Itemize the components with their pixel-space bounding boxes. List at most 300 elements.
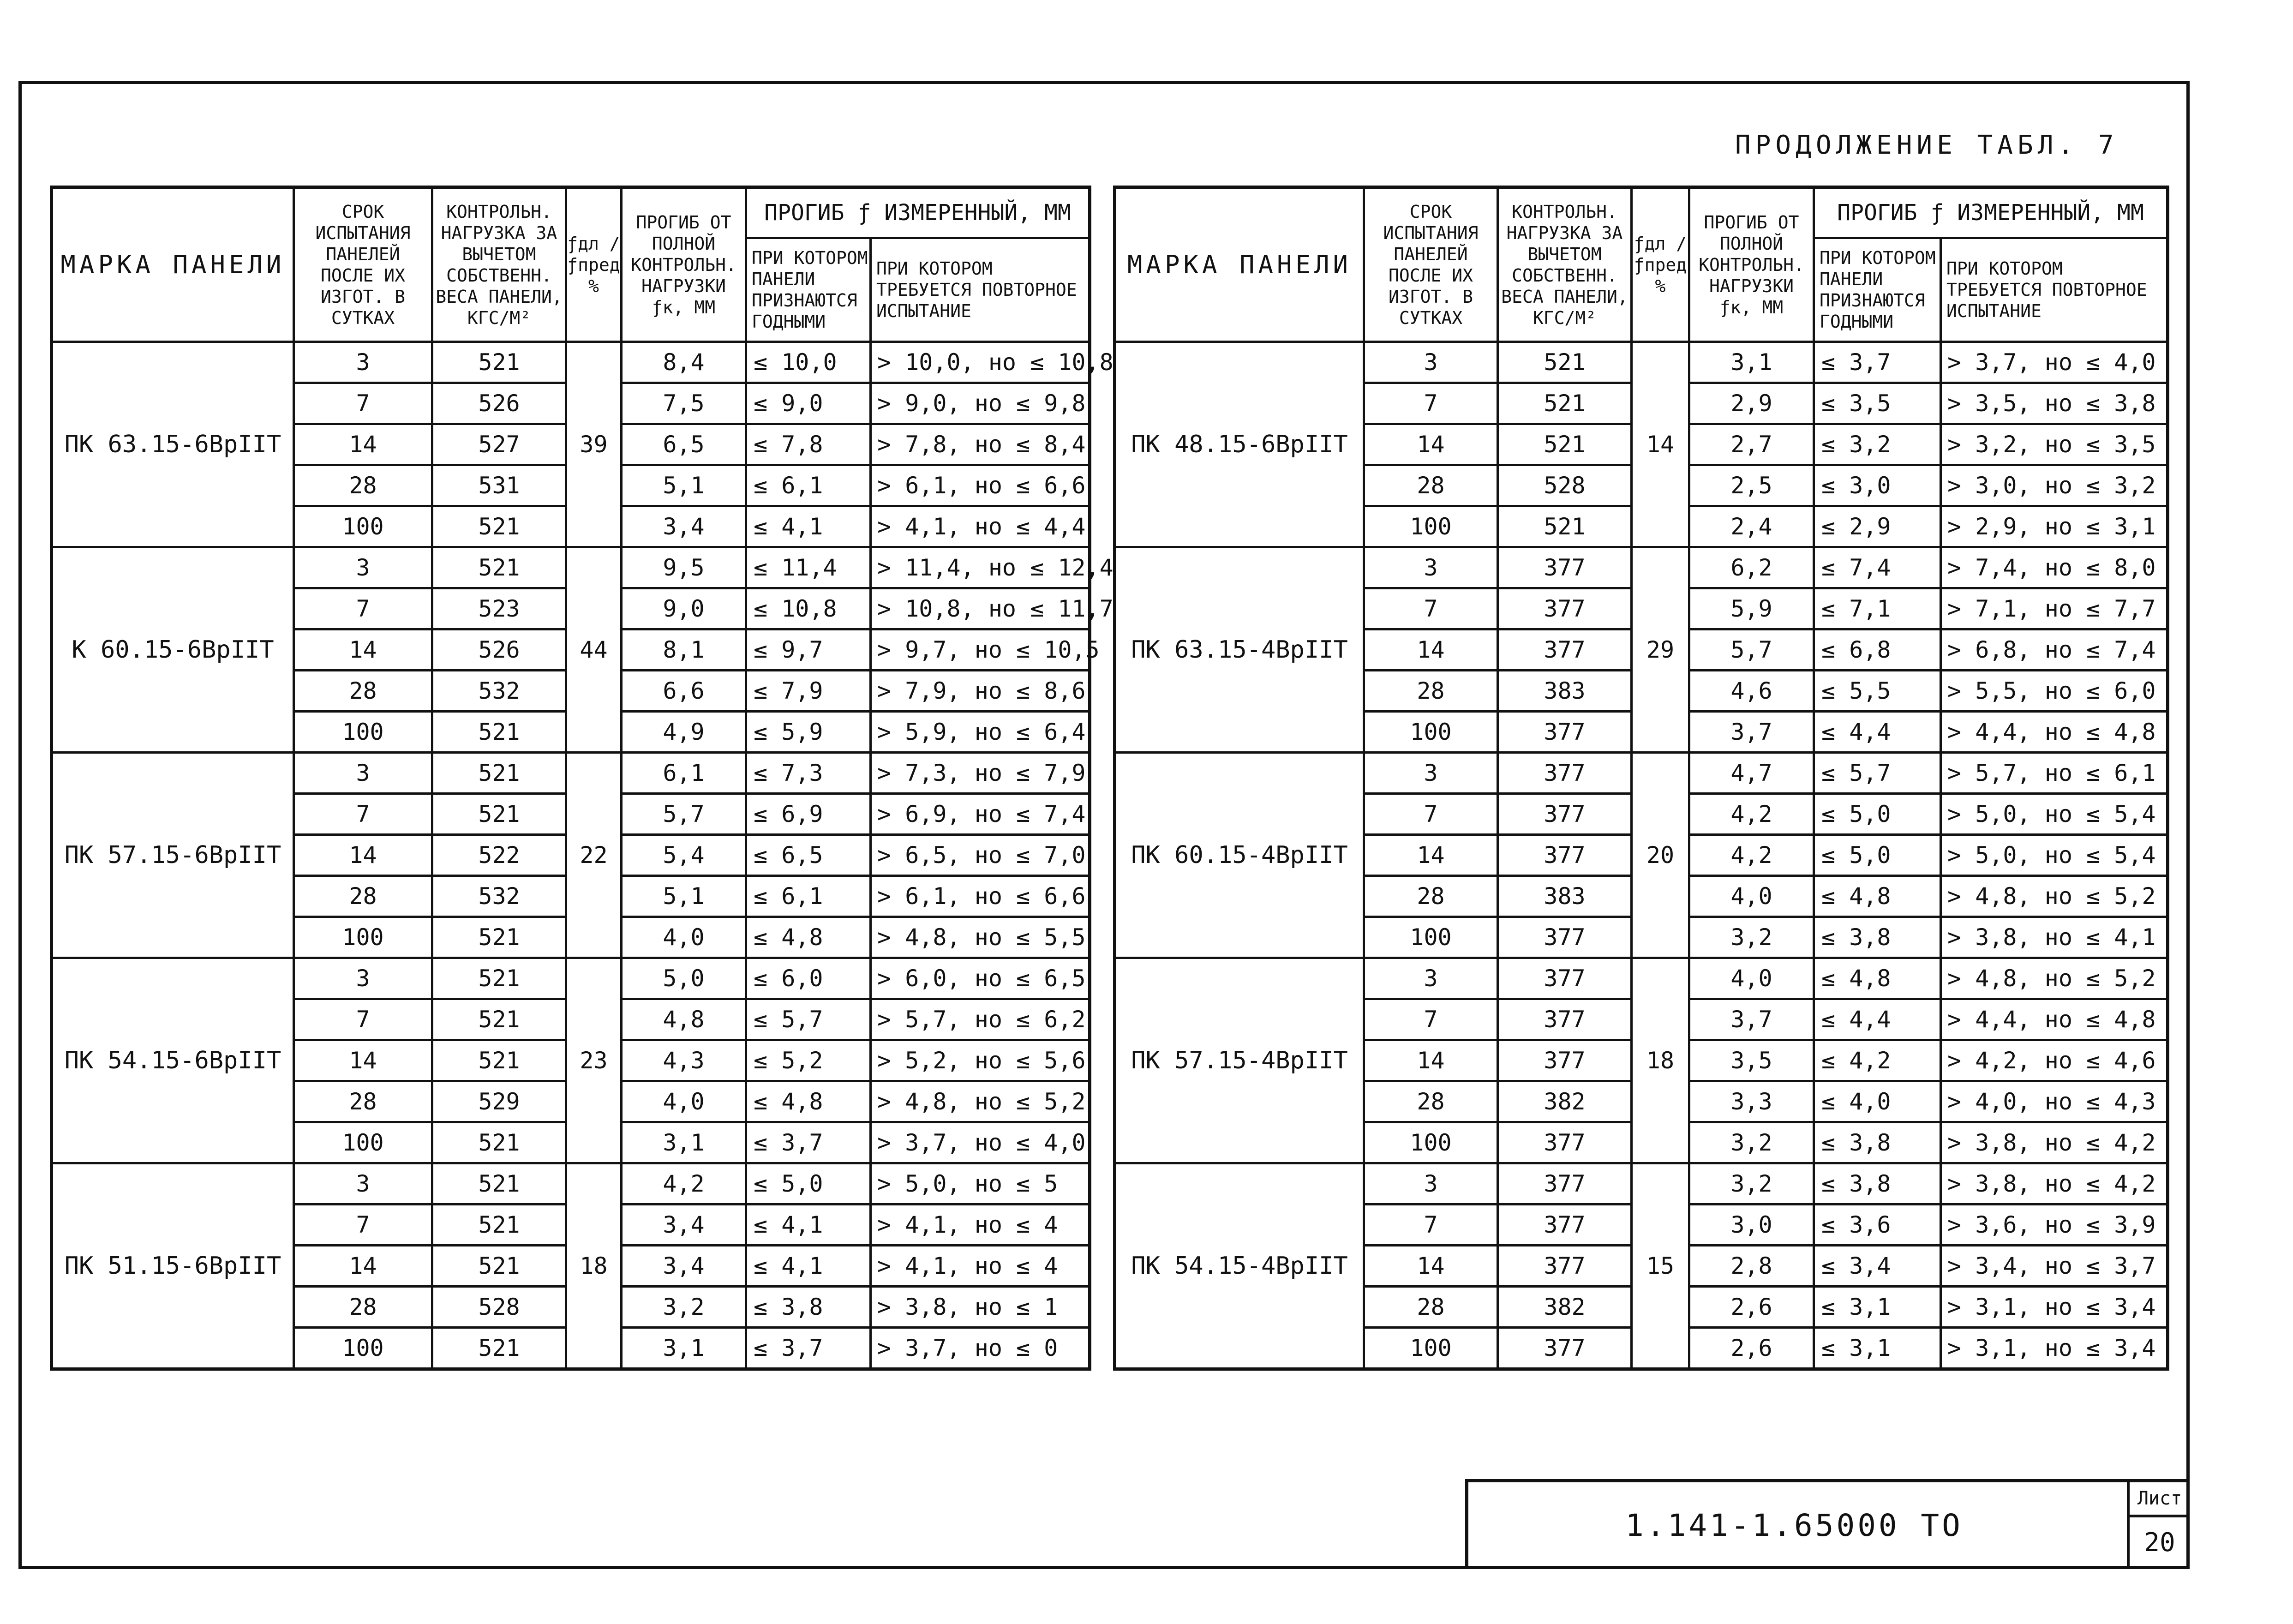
retest-range-cell: > 3,0, но ≤ 3,2 (1941, 465, 2168, 506)
deflection-cell: 6,1 (622, 753, 746, 794)
deflection-cell: 2,6 (1689, 1287, 1814, 1328)
retest-range-cell: > 7,3, но ≤ 7,9 (871, 753, 1090, 794)
retest-range-cell: > 7,1, но ≤ 7,7 (1941, 588, 2168, 629)
control-load-cell: 521 (1498, 342, 1632, 383)
deflection-cell: 9,5 (622, 547, 746, 588)
retest-range-cell: > 3,1, но ≤ 3,4 (1941, 1328, 2168, 1369)
control-load-cell: 377 (1498, 794, 1632, 835)
table-row (52, 547, 1090, 588)
control-load-cell: 528 (432, 1287, 566, 1328)
control-load-cell: 377 (1498, 1163, 1632, 1205)
deflection-cell: 3,2 (622, 1287, 746, 1328)
deflection-cell: 4,0 (1689, 958, 1814, 999)
test-term-cell: 100 (294, 1328, 432, 1369)
suitable-limit-cell: ≤ 4,4 (1814, 712, 1941, 753)
panel-mark: ПК 60.15-4ВрIIТ (1115, 753, 1364, 958)
deflection-cell: 2,9 (1689, 383, 1814, 424)
test-term-cell: 100 (1364, 506, 1498, 547)
control-load-cell: 521 (1498, 424, 1632, 465)
test-term-cell: 7 (1364, 383, 1498, 424)
deflection-cell: 3,4 (622, 506, 746, 547)
test-term-cell: 28 (294, 671, 432, 712)
control-load-cell: 377 (1498, 547, 1632, 588)
panel-mark: ПК 57.15-4ВрIIТ (1115, 958, 1364, 1163)
ratio-cell: 20 (1632, 753, 1689, 958)
retest-range-cell: > 7,4, но ≤ 8,0 (1941, 547, 2168, 588)
control-load-cell: 521 (432, 794, 566, 835)
table-row (52, 958, 1090, 999)
test-term-cell: 7 (1364, 1205, 1498, 1246)
control-load-cell: 526 (432, 629, 566, 671)
test-term-cell: 100 (294, 506, 432, 547)
deflection-cell: 3,1 (622, 1328, 746, 1369)
test-term-cell: 14 (1364, 629, 1498, 671)
control-load-cell: 522 (432, 835, 566, 876)
deflection-cell: 5,7 (1689, 629, 1814, 671)
suitable-limit-cell: ≤ 4,0 (1814, 1081, 1941, 1122)
ratio-cell: 39 (566, 342, 622, 547)
test-term-cell: 14 (1364, 835, 1498, 876)
retest-range-cell: > 3,4, но ≤ 3,7 (1941, 1246, 2168, 1287)
sheet-label: Лист (2130, 1482, 2190, 1517)
control-load-cell: 377 (1498, 1246, 1632, 1287)
test-term-cell: 100 (294, 917, 432, 958)
control-load-cell: 521 (432, 999, 566, 1040)
test-term-cell: 28 (294, 465, 432, 506)
deflection-cell: 5,1 (622, 876, 746, 917)
test-term-cell: 28 (1364, 876, 1498, 917)
deflection-cell: 3,1 (1689, 342, 1814, 383)
test-term-cell: 28 (1364, 465, 1498, 506)
deflection-cell: 6,5 (622, 424, 746, 465)
retest-range-cell: > 5,2, но ≤ 5,6 (871, 1040, 1090, 1081)
test-term-cell: 7 (1364, 999, 1498, 1040)
retest-range-cell: > 7,9, но ≤ 8,6 (871, 671, 1090, 712)
table-row (52, 1163, 1090, 1205)
test-term-cell: 28 (1364, 1081, 1498, 1122)
suitable-limit-cell: ≤ 3,8 (1814, 1122, 1941, 1163)
test-term-cell: 14 (1364, 1040, 1498, 1081)
header-deflection: ПРОГИБ ОТ ПОЛНОЙ КОНТРОЛЬН. НАГРУЗКИ ƒк, ММ (1689, 187, 1814, 342)
retest-range-cell: > 4,4, но ≤ 4,8 (1941, 999, 2168, 1040)
test-term-cell: 14 (294, 629, 432, 671)
deflection-cell: 2,5 (1689, 465, 1814, 506)
suitable-limit-cell: ≤ 6,1 (746, 876, 871, 917)
test-term-cell: 7 (294, 999, 432, 1040)
deflection-cell: 4,8 (622, 999, 746, 1040)
deflection-cell: 3,3 (1689, 1081, 1814, 1122)
suitable-limit-cell: ≤ 5,2 (746, 1040, 871, 1081)
test-term-cell: 3 (1364, 342, 1498, 383)
header-ratio: ƒдл / ƒпред % (1632, 187, 1689, 342)
retest-range-cell: > 5,0, но ≤ 5,4 (1941, 835, 2168, 876)
control-load-cell: 521 (432, 1122, 566, 1163)
deflection-cell: 6,2 (1689, 547, 1814, 588)
test-term-cell: 28 (1364, 1287, 1498, 1328)
suitable-limit-cell: ≤ 10,0 (746, 342, 871, 383)
panel-mark: ПК 48.15-6ВрIIТ (1115, 342, 1364, 547)
header-suitable: ПРИ КОТОРОМ ПАНЕЛИ ПРИЗНАЮТСЯ ГОДНЫМИ (1814, 238, 1941, 342)
retest-range-cell: > 2,9, но ≤ 3,1 (1941, 506, 2168, 547)
suitable-limit-cell: ≤ 4,2 (1814, 1040, 1941, 1081)
test-term-cell: 28 (294, 876, 432, 917)
panel-mark: ПК 63.15-6ВрIIТ (52, 342, 294, 547)
suitable-limit-cell: ≤ 5,5 (1814, 671, 1941, 712)
suitable-limit-cell: ≤ 4,8 (746, 917, 871, 958)
retest-range-cell: > 3,7, но ≤ 4,0 (871, 1122, 1090, 1163)
retest-range-cell: > 4,8, но ≤ 5,5 (871, 917, 1090, 958)
control-load-cell: 521 (432, 1328, 566, 1369)
test-term-cell: 7 (1364, 588, 1498, 629)
test-term-cell: 7 (294, 794, 432, 835)
retest-range-cell: > 4,1, но ≤ 4 (871, 1205, 1090, 1246)
retest-range-cell: > 6,0, но ≤ 6,5 (871, 958, 1090, 999)
suitable-limit-cell: ≤ 7,4 (1814, 547, 1941, 588)
header-load: КОНТРОЛЬН. НАГРУЗКА ЗА ВЫЧЕТОМ СОБСТВЕНН. ВЕСА ПАНЕЛИ, КГС/М² (432, 187, 566, 342)
deflection-cell: 4,0 (622, 917, 746, 958)
deflection-cell: 3,7 (1689, 712, 1814, 753)
deflection-cell: 8,4 (622, 342, 746, 383)
control-load-cell: 521 (432, 1205, 566, 1246)
retest-range-cell: > 3,7, но ≤ 0 (871, 1328, 1090, 1369)
control-load-cell: 377 (1498, 712, 1632, 753)
suitable-limit-cell: ≤ 3,8 (746, 1287, 871, 1328)
control-load-cell: 377 (1498, 629, 1632, 671)
test-term-cell: 3 (294, 753, 432, 794)
test-term-cell: 3 (1364, 753, 1498, 794)
retest-range-cell: > 3,8, но ≤ 4,2 (1941, 1122, 2168, 1163)
control-load-cell: 532 (432, 671, 566, 712)
table-row (52, 342, 1090, 383)
test-term-cell: 3 (294, 1163, 432, 1205)
table-row (1115, 958, 2168, 999)
control-load-cell: 532 (432, 876, 566, 917)
suitable-limit-cell: ≤ 5,0 (1814, 794, 1941, 835)
suitable-limit-cell: ≤ 5,7 (1814, 753, 1941, 794)
ratio-cell: 22 (566, 753, 622, 958)
header-measured: ПРОГИБ ƒ ИЗМЕРЕННЫЙ, ММ (1814, 187, 2168, 238)
retest-range-cell: > 4,1, но ≤ 4 (871, 1246, 1090, 1287)
suitable-limit-cell: ≤ 5,0 (1814, 835, 1941, 876)
suitable-limit-cell: ≤ 3,4 (1814, 1246, 1941, 1287)
ratio-cell: 15 (1632, 1163, 1689, 1369)
control-load-cell: 521 (432, 753, 566, 794)
deflection-cell: 4,0 (1689, 876, 1814, 917)
deflection-cell: 2,4 (1689, 506, 1814, 547)
deflection-cell: 4,2 (622, 1163, 746, 1205)
deflection-cell: 4,2 (1689, 794, 1814, 835)
header-deflection: ПРОГИБ ОТ ПОЛНОЙ КОНТРОЛЬН. НАГРУЗКИ ƒк, ММ (622, 187, 746, 342)
left-table (50, 186, 1114, 1371)
control-load-cell: 523 (432, 588, 566, 629)
test-term-cell: 28 (1364, 671, 1498, 712)
suitable-limit-cell: ≤ 11,4 (746, 547, 871, 588)
header-retest: ПРИ КОТОРОМ ТРЕБУЕТСЯ ПОВТОРНОЕ ИСПЫТАНИЕ (871, 238, 1090, 342)
deflection-cell: 3,2 (1689, 917, 1814, 958)
suitable-limit-cell: ≤ 9,0 (746, 383, 871, 424)
suitable-limit-cell: ≤ 4,8 (1814, 876, 1941, 917)
deflection-cell: 5,1 (622, 465, 746, 506)
ratio-cell: 18 (566, 1163, 622, 1369)
header-mark: МАРКА ПАНЕЛИ (1115, 187, 1364, 342)
suitable-limit-cell: ≤ 4,1 (746, 1246, 871, 1287)
header-mark: МАРКА ПАНЕЛИ (52, 187, 294, 342)
control-load-cell: 521 (432, 958, 566, 999)
deflection-cell: 2,8 (1689, 1246, 1814, 1287)
deflection-cell: 4,2 (1689, 835, 1814, 876)
suitable-limit-cell: ≤ 4,8 (746, 1081, 871, 1122)
retest-range-cell: > 3,6, но ≤ 3,9 (1941, 1205, 2168, 1246)
ratio-cell: 14 (1632, 342, 1689, 547)
retest-range-cell: > 3,8, но ≤ 4,2 (1941, 1163, 2168, 1205)
suitable-limit-cell: ≤ 4,8 (1814, 958, 1941, 999)
control-load-cell: 527 (432, 424, 566, 465)
suitable-limit-cell: ≤ 3,5 (1814, 383, 1941, 424)
retest-range-cell: > 4,4, но ≤ 4,8 (1941, 712, 2168, 753)
control-load-cell: 377 (1498, 999, 1632, 1040)
suitable-limit-cell: ≤ 5,9 (746, 712, 871, 753)
control-load-cell: 521 (432, 1246, 566, 1287)
test-term-cell: 28 (294, 1287, 432, 1328)
control-load-cell: 521 (432, 1163, 566, 1205)
panel-mark: ПК 57.15-6ВрIIТ (52, 753, 294, 958)
suitable-limit-cell: ≤ 3,8 (1814, 917, 1941, 958)
control-load-cell: 383 (1498, 876, 1632, 917)
right-table-body (1115, 342, 2168, 1369)
control-load-cell: 377 (1498, 588, 1632, 629)
retest-range-cell: > 6,1, но ≤ 6,6 (871, 876, 1090, 917)
test-term-cell: 14 (294, 1246, 432, 1287)
retest-range-cell: > 11,4, но ≤ 12,4 (871, 547, 1090, 588)
test-term-cell: 3 (294, 342, 432, 383)
suitable-limit-cell: ≤ 3,8 (1814, 1163, 1941, 1205)
retest-range-cell: > 4,2, но ≤ 4,6 (1941, 1040, 2168, 1081)
header-term: СРОК ИСПЫТАНИЯ ПАНЕЛЕЙ ПОСЛЕ ИХ ИЗГОТ. В СУТКАХ (294, 187, 432, 342)
deflection-cell: 3,7 (1689, 999, 1814, 1040)
control-load-cell: 382 (1498, 1287, 1632, 1328)
retest-range-cell: > 5,7, но ≤ 6,2 (871, 999, 1090, 1040)
test-term-cell: 3 (1364, 1163, 1498, 1205)
control-load-cell: 521 (432, 917, 566, 958)
panel-mark: ПК 63.15-4ВрIIТ (1115, 547, 1364, 753)
suitable-limit-cell: ≤ 9,7 (746, 629, 871, 671)
deflection-cell: 2,7 (1689, 424, 1814, 465)
retest-range-cell: > 5,7, но ≤ 6,1 (1941, 753, 2168, 794)
panel-mark: ПК 54.15-6ВрIIТ (52, 958, 294, 1163)
deflection-cell: 3,2 (1689, 1122, 1814, 1163)
suitable-limit-cell: ≤ 7,8 (746, 424, 871, 465)
retest-range-cell: > 10,8, но ≤ 11,7 (871, 588, 1090, 629)
test-term-cell: 100 (1364, 1122, 1498, 1163)
retest-range-cell: > 6,5, но ≤ 7,0 (871, 835, 1090, 876)
retest-range-cell: > 3,5, но ≤ 3,8 (1941, 383, 2168, 424)
control-load-cell: 521 (432, 1040, 566, 1081)
retest-range-cell: > 3,7, но ≤ 4,0 (1941, 342, 2168, 383)
retest-range-cell: > 6,8, но ≤ 7,4 (1941, 629, 2168, 671)
deflection-cell: 6,6 (622, 671, 746, 712)
right-table (1113, 186, 2169, 1371)
control-load-cell: 526 (432, 383, 566, 424)
test-term-cell: 100 (1364, 917, 1498, 958)
retest-range-cell: > 6,1, но ≤ 6,6 (871, 465, 1090, 506)
retest-range-cell: > 4,0, но ≤ 4,3 (1941, 1081, 2168, 1122)
table-row (1115, 1163, 2168, 1205)
retest-range-cell: > 7,8, но ≤ 8,4 (871, 424, 1090, 465)
suitable-limit-cell: ≤ 2,9 (1814, 506, 1941, 547)
deflection-cell: 2,6 (1689, 1328, 1814, 1369)
retest-range-cell: > 3,8, но ≤ 1 (871, 1287, 1090, 1328)
control-load-cell: 377 (1498, 917, 1632, 958)
suitable-limit-cell: ≤ 6,9 (746, 794, 871, 835)
suitable-limit-cell: ≤ 3,6 (1814, 1205, 1941, 1246)
retest-range-cell: > 4,8, но ≤ 5,2 (1941, 958, 2168, 999)
retest-range-cell: > 5,5, но ≤ 6,0 (1941, 671, 2168, 712)
deflection-cell: 3,4 (622, 1205, 746, 1246)
deflection-cell: 4,9 (622, 712, 746, 753)
deflection-cell: 4,7 (1689, 753, 1814, 794)
control-load-cell: 521 (432, 506, 566, 547)
test-term-cell: 3 (1364, 958, 1498, 999)
table-row (1115, 547, 2168, 588)
suitable-limit-cell: ≤ 3,7 (1814, 342, 1941, 383)
test-term-cell: 7 (294, 1205, 432, 1246)
ratio-cell: 29 (1632, 547, 1689, 753)
test-term-cell: 14 (294, 1040, 432, 1081)
retest-range-cell: > 3,2, но ≤ 3,5 (1941, 424, 2168, 465)
retest-range-cell: > 4,1, но ≤ 4,4 (871, 506, 1090, 547)
sheet-box (2127, 1482, 2190, 1569)
test-term-cell: 14 (1364, 424, 1498, 465)
deflection-cell: 9,0 (622, 588, 746, 629)
suitable-limit-cell: ≤ 3,1 (1814, 1287, 1941, 1328)
test-term-cell: 3 (294, 958, 432, 999)
deflection-cell: 4,3 (622, 1040, 746, 1081)
table-row (1115, 342, 2168, 383)
suitable-limit-cell: ≤ 5,0 (746, 1163, 871, 1205)
retest-range-cell: > 4,8, но ≤ 5,2 (871, 1081, 1090, 1122)
deflection-cell: 5,7 (622, 794, 746, 835)
suitable-limit-cell: ≤ 6,8 (1814, 629, 1941, 671)
header-load: КОНТРОЛЬН. НАГРУЗКА ЗА ВЫЧЕТОМ СОБСТВЕНН. ВЕСА ПАНЕЛИ, КГС/М² (1498, 187, 1632, 342)
retest-range-cell: > 3,8, но ≤ 4,1 (1941, 917, 2168, 958)
header-retest: ПРИ КОТОРОМ ТРЕБУЕТСЯ ПОВТОРНОЕ ИСПЫТАНИЕ (1941, 238, 2168, 342)
control-load-cell: 521 (1498, 506, 1632, 547)
suitable-limit-cell: ≤ 3,1 (1814, 1328, 1941, 1369)
ratio-cell: 23 (566, 958, 622, 1163)
suitable-limit-cell: ≤ 6,1 (746, 465, 871, 506)
sheet-number: 20 (2144, 1528, 2175, 1558)
control-load-cell: 377 (1498, 1328, 1632, 1369)
suitable-limit-cell: ≤ 3,0 (1814, 465, 1941, 506)
retest-range-cell: > 5,9, но ≤ 6,4 (871, 712, 1090, 753)
control-load-cell: 521 (1498, 383, 1632, 424)
suitable-limit-cell: ≤ 3,7 (746, 1328, 871, 1369)
deflection-cell: 3,0 (1689, 1205, 1814, 1246)
retest-range-cell: > 5,0, но ≤ 5,4 (1941, 794, 2168, 835)
retest-range-cell: > 9,7, но ≤ 10,5 (871, 629, 1090, 671)
control-load-cell: 531 (432, 465, 566, 506)
deflection-cell: 7,5 (622, 383, 746, 424)
control-load-cell: 377 (1498, 1122, 1632, 1163)
test-term-cell: 7 (294, 588, 432, 629)
panel-mark: ПК 54.15-4ВрIIТ (1115, 1163, 1364, 1369)
test-term-cell: 3 (1364, 547, 1498, 588)
test-term-cell: 28 (294, 1081, 432, 1122)
left-table-body (52, 342, 1114, 1369)
suitable-limit-cell: ≤ 7,9 (746, 671, 871, 712)
suitable-limit-cell: ≤ 4,1 (746, 1205, 871, 1246)
suitable-limit-cell: ≤ 6,5 (746, 835, 871, 876)
control-load-cell: 529 (432, 1081, 566, 1122)
control-load-cell: 377 (1498, 835, 1632, 876)
ratio-cell: 18 (1632, 958, 1689, 1163)
control-load-cell: 377 (1498, 753, 1632, 794)
table-row (1115, 753, 2168, 794)
deflection-cell: 8,1 (622, 629, 746, 671)
retest-range-cell: > 4,8, но ≤ 5,2 (1941, 876, 2168, 917)
control-load-cell: 521 (432, 342, 566, 383)
panel-mark: ПК 51.15-6ВрIIТ (52, 1163, 294, 1369)
deflection-cell: 3,2 (1689, 1163, 1814, 1205)
control-load-cell: 521 (432, 547, 566, 588)
deflection-cell: 3,4 (622, 1246, 746, 1287)
table-caption: ПРОДОЛЖЕНИЕ ТАБЛ. 7 (1735, 130, 2119, 160)
panel-mark: К 60.15-6ВрIIТ (52, 547, 294, 753)
test-term-cell: 14 (294, 835, 432, 876)
control-load-cell: 382 (1498, 1081, 1632, 1122)
document-code: 1.141-1.65000 ТО (1625, 1508, 1963, 1543)
suitable-limit-cell: ≤ 4,1 (746, 506, 871, 547)
test-term-cell: 14 (1364, 1246, 1498, 1287)
retest-range-cell: > 6,9, но ≤ 7,4 (871, 794, 1090, 835)
table-row (52, 753, 1090, 794)
header-suitable: ПРИ КОТОРОМ ПАНЕЛИ ПРИЗНАЮТСЯ ГОДНЫМИ (746, 238, 871, 342)
suitable-limit-cell: ≤ 7,1 (1814, 588, 1941, 629)
test-term-cell: 14 (294, 424, 432, 465)
suitable-limit-cell: ≤ 4,4 (1814, 999, 1941, 1040)
control-load-cell: 383 (1498, 671, 1632, 712)
test-term-cell: 100 (294, 1122, 432, 1163)
deflection-cell: 3,5 (1689, 1040, 1814, 1081)
deflection-cell: 5,4 (622, 835, 746, 876)
deflection-cell: 5,0 (622, 958, 746, 999)
retest-range-cell: > 3,1, но ≤ 3,4 (1941, 1287, 2168, 1328)
deflection-cell: 3,1 (622, 1122, 746, 1163)
test-term-cell: 100 (1364, 712, 1498, 753)
suitable-limit-cell: ≤ 6,0 (746, 958, 871, 999)
test-term-cell: 3 (294, 547, 432, 588)
header-ratio: ƒдл / ƒпред % (566, 187, 622, 342)
suitable-limit-cell: ≤ 7,3 (746, 753, 871, 794)
suitable-limit-cell: ≤ 10,8 (746, 588, 871, 629)
ratio-cell: 44 (566, 547, 622, 753)
retest-range-cell: > 5,0, но ≤ 5 (871, 1163, 1090, 1205)
suitable-limit-cell: ≤ 3,2 (1814, 424, 1941, 465)
control-load-cell: 521 (432, 712, 566, 753)
retest-range-cell: > 10,0, но ≤ 10,8 (871, 342, 1090, 383)
test-term-cell: 100 (1364, 1328, 1498, 1369)
deflection-cell: 4,0 (622, 1081, 746, 1122)
title-block (1465, 1479, 2190, 1569)
test-term-cell: 100 (294, 712, 432, 753)
control-load-cell: 528 (1498, 465, 1632, 506)
retest-range-cell: > 9,0, но ≤ 9,8 (871, 383, 1090, 424)
test-term-cell: 7 (294, 383, 432, 424)
test-term-cell: 7 (1364, 794, 1498, 835)
header-measured: ПРОГИБ ƒ ИЗМЕРЕННЫЙ, ММ (746, 187, 1090, 238)
deflection-cell: 5,9 (1689, 588, 1814, 629)
control-load-cell: 377 (1498, 958, 1632, 999)
